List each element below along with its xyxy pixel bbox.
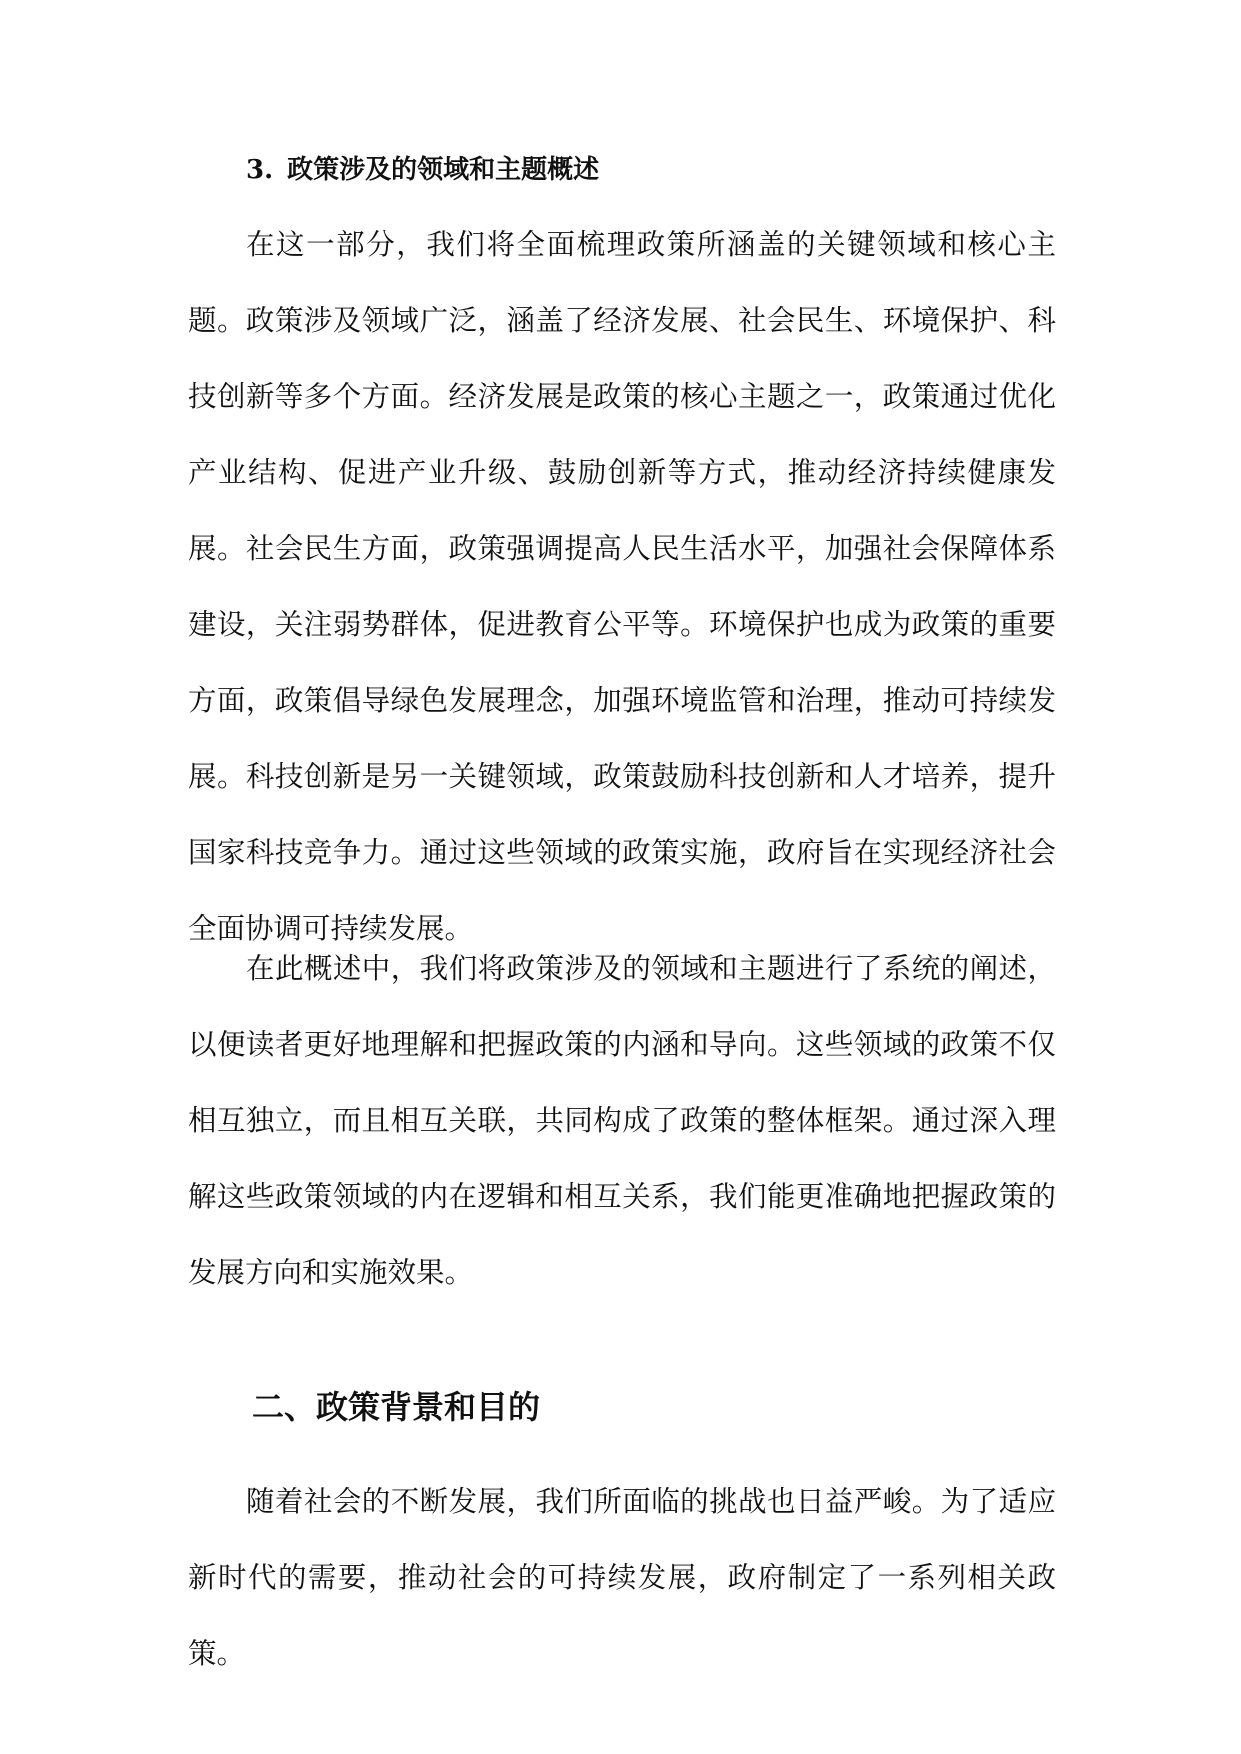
subsection-title: 政策涉及的领域和主题概述	[287, 155, 600, 185]
paragraph-policy-background: 随着社会的不断发展，我们所面临的挑战也日益严峻。为了适应新时代的需要，推动社会的可持续发展，政府制定了一系列相关政策。	[188, 1485, 1056, 1670]
paragraph-overview-summary: 在此概述中，我们将政策涉及的领域和主题进行了系统的阐述，以便读者更好地理解和把握政策的内涵和导向。这些领域的政策不仅相互独立，而且相互关联，共同构成了政策的整体框架。通过深入理解这些政策领域的内在逻辑和相互关系，我们能更准确地把握政策的发展方向和实施效果。	[188, 952, 1056, 1289]
subsection-number: 3.	[246, 155, 274, 185]
subsection-heading	[246, 150, 599, 190]
section-heading: 二、政策背景和目的	[252, 1388, 541, 1426]
paragraph-domains-overview: 在这一部分，我们将全面梳理政策所涵盖的关键领域和核心主题。政策涉及领域广泛，涵盖了经济发展、社会民生、环境保护、科技创新等多个方面。经济发展是政策的核心主题之一，政策通过优化产业结构、促进产业升级、鼓励创新等方式，推动经济持续健康发展。社会民生方面，政策强调提高人民生活水平，加强社会保障体系建设，关注弱势群体，促进教育公平等。环境保护也成为政策的重要方面，政策倡导绿色发展理念，加强环境监管和治理，推动可持续发展。科技创新是另一关键领域，政策鼓励科技创新和人才培养，提升国家科技竞争力。通过这些领域的政策实施，政府旨在实现经济社会全面协调可持续发展。	[188, 228, 1056, 945]
